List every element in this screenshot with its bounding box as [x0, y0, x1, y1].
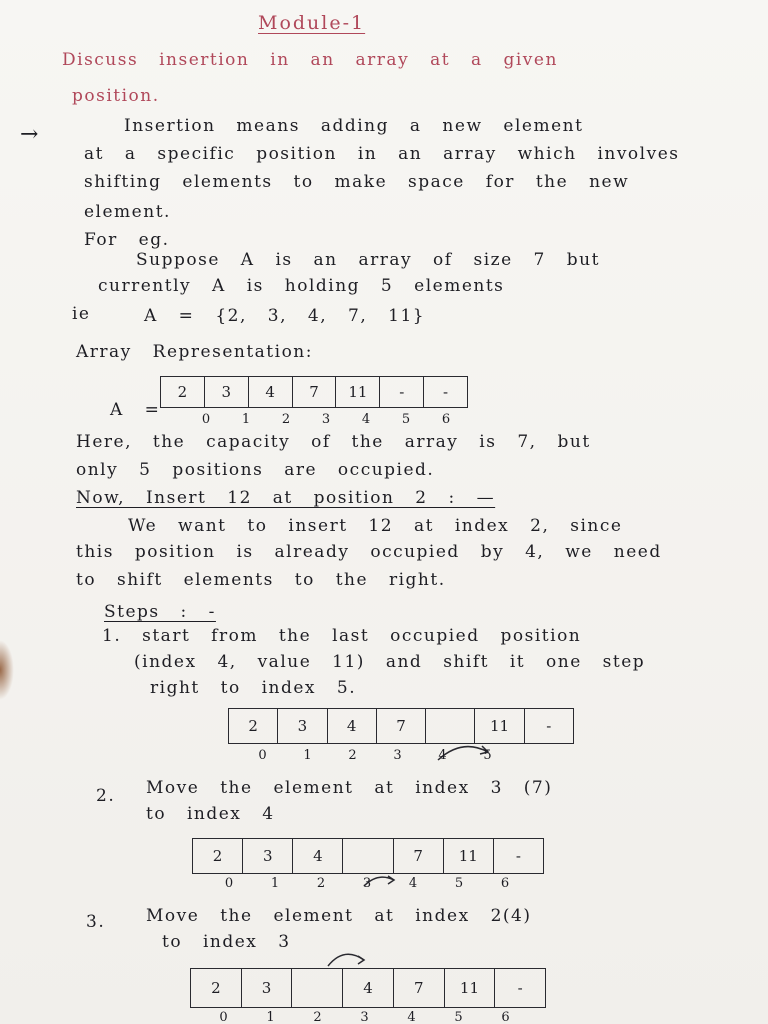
- array-cell: 3: [277, 709, 326, 743]
- answer-line-15: to shift elements to the right.: [76, 570, 446, 590]
- array-cell: -: [493, 839, 543, 873]
- array-cell: -: [494, 969, 545, 1007]
- answer-ie: ie: [72, 304, 91, 324]
- array-initial: [160, 376, 468, 408]
- array-index-label: 2: [316, 876, 326, 891]
- array-index-label: 3: [360, 1010, 369, 1024]
- array-representation-heading: Array Representation:: [76, 342, 313, 362]
- answer-line-2: at a specific position in an array which involves: [84, 144, 680, 164]
- array-index-label: 4: [408, 876, 418, 891]
- array-cell: [291, 969, 342, 1007]
- array-index-label: 3: [321, 412, 331, 427]
- array-step-3-indices: [200, 1010, 529, 1024]
- array-index-label: 2: [313, 1010, 322, 1024]
- array-cell: 2: [177, 383, 188, 401]
- array-cell: 4: [292, 839, 342, 873]
- array-cell: -: [379, 377, 423, 407]
- arrow-right-icon: →: [20, 122, 39, 147]
- array-cell: 3: [241, 969, 292, 1007]
- array-index-label: 1: [241, 412, 251, 427]
- answer-line-5: For eg.: [84, 230, 170, 250]
- step-1-line-3: right to index 5.: [150, 678, 357, 698]
- step-2-line-1: Move the element at index 3 (7): [146, 778, 553, 798]
- array-index-label: 2: [348, 748, 357, 763]
- array-index-label: 0: [219, 1010, 228, 1024]
- array-index-label: 0: [224, 876, 234, 891]
- array-index-label: 5: [483, 748, 492, 763]
- step-1-line-1: 1. start from the last occupied position: [102, 626, 582, 646]
- step-2-number: 2.: [96, 786, 116, 806]
- step-3-number: 3.: [86, 912, 106, 932]
- answer-line-6: Suppose A is an array of size 7 but: [136, 250, 600, 270]
- array-cell: 11: [444, 969, 495, 1007]
- array-index-label: 5: [454, 1010, 463, 1024]
- array-cell: 7: [376, 709, 425, 743]
- array-index-label: 1: [270, 876, 280, 891]
- array-cell: 7: [393, 839, 443, 873]
- array-index-label: 0: [258, 748, 267, 763]
- steps-heading: Steps : -: [104, 602, 216, 622]
- array-cell: 4: [327, 709, 376, 743]
- array-step-1-indices: [240, 748, 510, 763]
- insert-heading: Now, Insert 12 at position 2 : —: [76, 488, 496, 508]
- array-cell: 3: [204, 377, 248, 407]
- array-cell: 3: [242, 839, 292, 873]
- answer-line-10: Here, the capacity of the array is 7, but: [76, 432, 591, 452]
- answer-line-7: currently A is holding 5 elements: [98, 276, 505, 296]
- array-cell: 4: [248, 377, 292, 407]
- array-step-2-indices: [206, 876, 528, 891]
- question-line-2: position.: [72, 86, 160, 106]
- answer-line-1: Insertion means adding a new element: [124, 116, 584, 136]
- array-index-label: 3: [393, 748, 402, 763]
- answer-line-14: this position is already occupied by 4, we need: [76, 542, 662, 562]
- step-1-line-2: (index 4, value 11) and shift it one step: [134, 652, 646, 672]
- array-index-label: 5: [454, 876, 464, 891]
- array-cell: 7: [393, 969, 444, 1007]
- array-index-label: 6: [500, 876, 510, 891]
- array-step-3: [190, 968, 546, 1008]
- array-cell: 2: [248, 717, 258, 735]
- array-index-label: 1: [303, 748, 312, 763]
- array-definition: A = {2, 3, 4, 7, 11}: [144, 306, 426, 326]
- array-cell: 11: [474, 709, 523, 743]
- answer-line-4: element.: [84, 202, 171, 222]
- shift-arrow-step-3: [320, 944, 380, 970]
- answer-line-13: We want to insert 12 at index 2, since: [128, 516, 623, 536]
- array-cell: 4: [342, 969, 393, 1007]
- array-step-1: [228, 708, 574, 744]
- question-line-1: Discuss insertion in an array at a given: [62, 50, 558, 70]
- answer-line-11: only 5 positions are occupied.: [76, 460, 435, 480]
- page-title: Module-1: [258, 12, 366, 34]
- array-cell: 2: [211, 979, 221, 997]
- finger-shadow: [0, 640, 14, 700]
- array-cell: -: [524, 709, 573, 743]
- array-index-label: 0: [201, 412, 211, 427]
- array-index-label: 4: [407, 1010, 416, 1024]
- step-2-line-2: to index 4: [146, 804, 275, 824]
- array-cell: 11: [335, 377, 379, 407]
- array-index-label: 6: [441, 412, 451, 427]
- array-cell: 7: [292, 377, 336, 407]
- array-index-label: 4: [438, 748, 447, 763]
- array-index-label: 5: [401, 412, 411, 427]
- array-index-label: 2: [281, 412, 291, 427]
- step-3-line-2: to index 3: [162, 932, 291, 952]
- answer-line-3: shifting elements to make space for the new: [84, 172, 630, 192]
- step-3-line-1: Move the element at index 2(4): [146, 906, 532, 926]
- array-cell: 11: [443, 839, 493, 873]
- array-initial-indices: [186, 412, 466, 427]
- array-label: A =: [110, 400, 161, 420]
- array-index-label: 6: [501, 1010, 510, 1024]
- array-cell: 2: [212, 847, 223, 865]
- array-index-label: 1: [266, 1010, 275, 1024]
- array-index-label: 4: [361, 412, 371, 427]
- array-cell: -: [423, 377, 467, 407]
- array-index-label: 3: [362, 876, 372, 891]
